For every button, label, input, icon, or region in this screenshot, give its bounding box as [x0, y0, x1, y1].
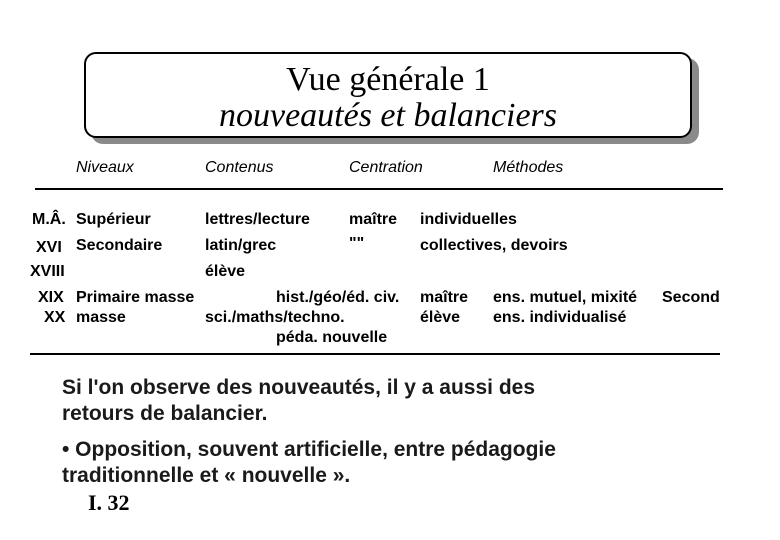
row5-method: ens. individualisé — [493, 309, 627, 326]
row4-method: ens. mutuel, mixité — [493, 289, 638, 306]
row2-centration: "" — [349, 235, 365, 252]
row1-method: individuelles — [420, 211, 517, 228]
row4-content: hist./géo/éd. civ. — [276, 289, 400, 306]
row5-level: masse — [76, 309, 126, 326]
header-methodes: Méthodes — [493, 159, 564, 176]
row1-level: Supérieur — [76, 211, 151, 228]
row5-era: XX — [44, 309, 66, 326]
row1-content: lettres/lecture — [205, 211, 310, 228]
row4-level: Primaire masse — [76, 289, 195, 306]
header-contenus: Contenus — [205, 159, 274, 176]
paragraph-line-2: retours de balancier. — [62, 402, 268, 425]
row1-era: M.Â. — [32, 211, 66, 228]
title-line-1: Vue générale 1 — [286, 61, 490, 98]
row2-level: Secondaire — [76, 237, 163, 254]
row4-centration: maître — [420, 289, 469, 306]
header-niveaux: Niveaux — [76, 159, 134, 176]
row5-centration: élève — [420, 309, 461, 326]
page-number: I. 32 — [88, 490, 130, 515]
table-bottom-rule — [30, 353, 720, 355]
header-rule — [35, 188, 723, 190]
row4-extra: Second — [662, 289, 720, 306]
row1-centration: maître — [349, 211, 398, 228]
row4-era: XIX — [38, 289, 64, 306]
row3-content: élève — [205, 263, 246, 280]
row3-era: XVIII — [30, 263, 65, 280]
row6-content: péda. nouvelle — [276, 329, 388, 346]
paragraph-line-1: Si l'on observe des nouveautés, il y a aussi des — [62, 376, 536, 399]
row2-content: latin/grec — [205, 237, 277, 254]
row2-method: collectives, devoirs — [420, 237, 568, 254]
row2-era: XVI — [36, 239, 62, 256]
row5-content: sci./maths/techno. — [205, 309, 345, 326]
paragraph-line-3: • Opposition, souvent artificielle, entre pédagogie — [62, 438, 556, 461]
paragraph-line-4: traditionnelle et « nouvelle ». — [62, 464, 351, 487]
header-centration: Centration — [349, 159, 423, 176]
title-box — [84, 52, 692, 138]
title-line-2: nouveautés et balanciers — [218, 97, 558, 134]
